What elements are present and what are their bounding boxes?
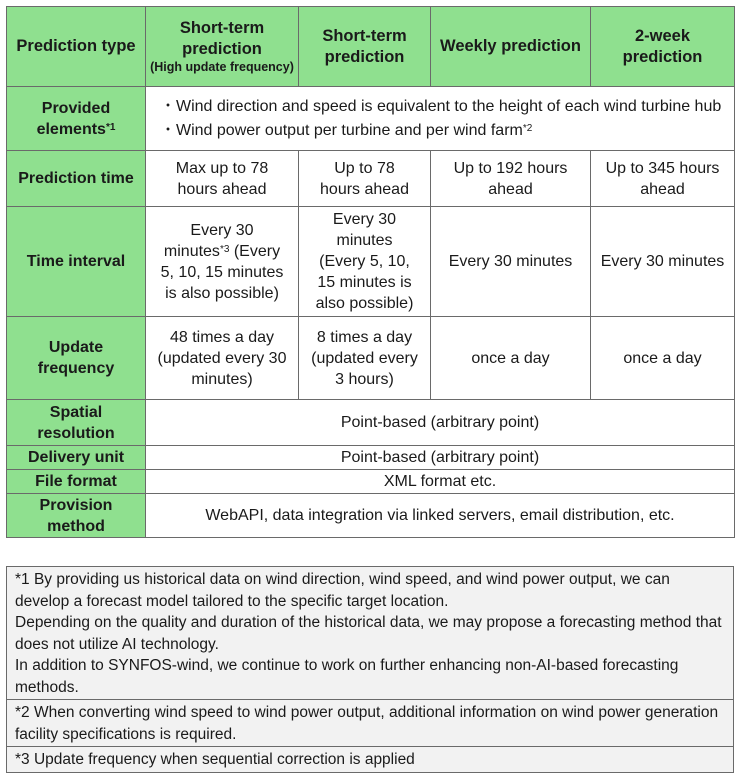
- footnote-ref-3: *3: [219, 243, 230, 255]
- delivery-unit-label: Delivery unit: [7, 446, 146, 470]
- footnote-1-paragraph: Depending on the quality and duration of the historical data, we may propose a forecasting method that does not utilize AI technology.: [15, 614, 722, 653]
- provision-method-value: WebAPI, data integration via linked servers, email distribution, etc.: [146, 494, 735, 538]
- prediction-time-label: Prediction time: [7, 151, 146, 207]
- prediction-time-value: Max up to 78 hours ahead: [146, 151, 299, 207]
- provision-method-label: Provision method: [7, 494, 146, 538]
- update-frequency-label: Update frequency: [7, 317, 146, 400]
- prediction-time-row: [7, 151, 735, 207]
- footnote-row: [7, 700, 734, 747]
- header-short-term-high-freq: [146, 7, 299, 87]
- time-interval-value-main: Every 30 minutes: [163, 221, 254, 260]
- time-interval-value: Every 30 minutes (Every 5, 10, 15 minutes is also possible): [299, 207, 431, 317]
- provision-method-row: [7, 494, 735, 538]
- time-interval-value: Every 30 minutes: [431, 207, 591, 317]
- header-short-term: Short-term prediction: [299, 7, 431, 87]
- time-interval-value-rest: (Every 5, 10, 15 minutes is also possible): [160, 242, 284, 302]
- prediction-time-value: Up to 78 hours ahead: [299, 151, 431, 207]
- file-format-value: XML format etc.: [146, 470, 735, 494]
- header-prediction-type: Prediction type: [7, 7, 146, 87]
- spatial-resolution-label: Spatial resolution: [7, 400, 146, 446]
- footnote-row: [7, 747, 734, 773]
- provided-elements-row: [7, 87, 735, 151]
- time-interval-label: Time interval: [7, 207, 146, 317]
- update-frequency-row: [7, 317, 735, 400]
- update-frequency-value: 8 times a day (updated every 3 hours): [299, 317, 431, 400]
- header-2-week: 2-week prediction: [591, 7, 735, 87]
- footnotes-table: [6, 566, 734, 773]
- provided-elements-label: [7, 87, 146, 151]
- prediction-time-value: Up to 192 hours ahead: [431, 151, 591, 207]
- file-format-row: [7, 470, 735, 494]
- footnote-ref-1: *1: [105, 121, 116, 133]
- update-frequency-value: once a day: [431, 317, 591, 400]
- provided-elements-value: [146, 87, 735, 151]
- update-frequency-value: once a day: [591, 317, 735, 400]
- footnote-3: *3 Update frequency when sequential correction is applied: [7, 747, 734, 773]
- delivery-unit-row: [7, 446, 735, 470]
- header-short-term-high-freq-title: Short-term prediction: [179, 19, 265, 58]
- provided-element-item: [160, 119, 730, 143]
- header-short-term-high-freq-subtitle: (High update frequency): [150, 60, 294, 74]
- time-interval-value: Every 30 minutes: [591, 207, 735, 317]
- time-interval-row: [7, 207, 735, 317]
- footnote-2: *2 When converting wind speed to wind power output, additional information on wind power generation facility specifications is required.: [7, 700, 734, 747]
- footnote-1: [7, 567, 734, 700]
- file-format-label: File format: [7, 470, 146, 494]
- delivery-unit-value: Point-based (arbitrary point): [146, 446, 735, 470]
- footnote-1-paragraph: *1 By providing us historical data on wind direction, wind speed, and wind power output, we can develop a forecast model tailored to the specific target location.: [15, 571, 670, 610]
- footnote-row: [7, 567, 734, 700]
- prediction-time-value: Up to 345 hours ahead: [591, 151, 735, 207]
- header-row: [7, 7, 735, 87]
- footnote-ref-2: *2: [522, 122, 533, 134]
- header-weekly: Weekly prediction: [431, 7, 591, 87]
- provided-element-item-text: ・Wind power output per turbine and per wind farm: [160, 121, 523, 139]
- update-frequency-value: 48 times a day (updated every 30 minutes): [146, 317, 299, 400]
- provided-elements-label-text: Provided elements: [36, 99, 111, 138]
- provided-element-item: ・Wind direction and speed is equivalent to the height of each wind turbine hub: [160, 97, 722, 115]
- time-interval-value: [146, 207, 299, 317]
- spatial-resolution-value: Point-based (arbitrary point): [146, 400, 735, 446]
- footnote-1-paragraph: In addition to SYNFOS-wind, we continue to work on further enhancing non-AI-based forecasting methods.: [15, 657, 679, 696]
- prediction-spec-table: [6, 6, 735, 538]
- spatial-resolution-row: [7, 400, 735, 446]
